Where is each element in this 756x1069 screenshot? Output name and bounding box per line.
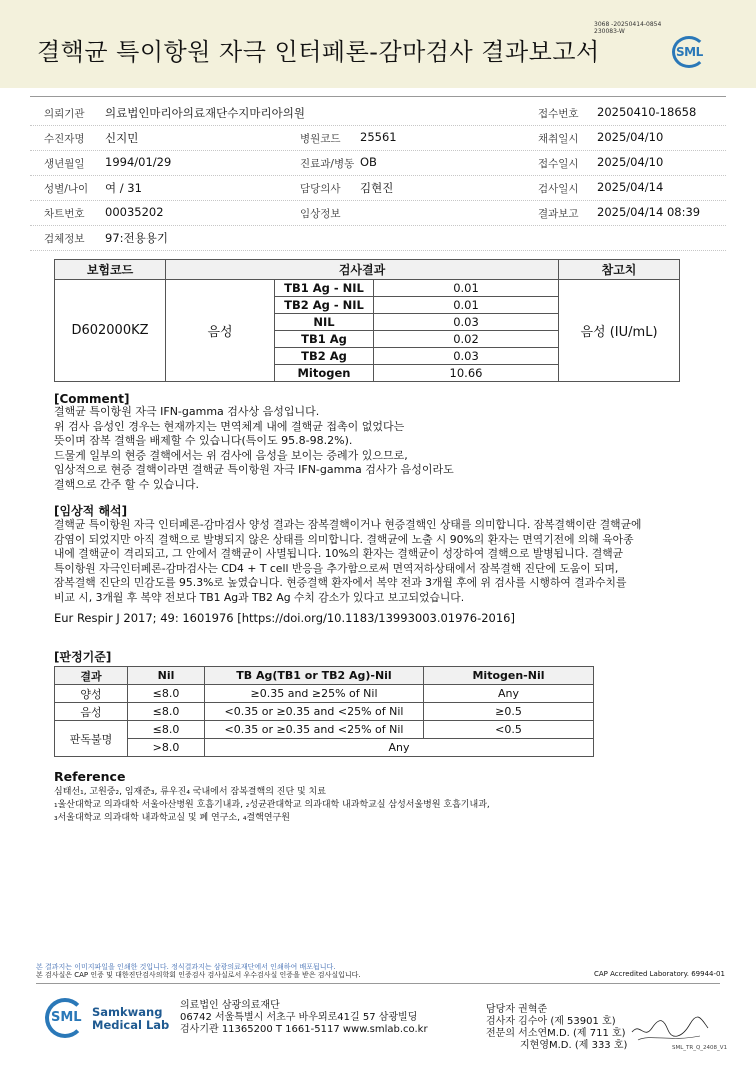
info-row-6	[30, 225, 726, 251]
interpretation-citation: Eur Respir J 2017; 49: 1601976 [https://doi.org/10.1183/13993003.01976-2016]	[54, 611, 515, 625]
criteria-cell: ≤8.0	[128, 703, 205, 721]
clinical-info-label: 임상정보	[300, 208, 341, 220]
specimen-label: 검체정보	[44, 233, 85, 245]
dept-label: 진료과/병동	[300, 158, 355, 170]
institution-value: 의료법인마리아의료재단수지마리아의원	[105, 106, 305, 120]
criteria-cell: <0.35 or ≥0.35 and <25% of Nil	[205, 703, 424, 721]
overall-result: 음성	[166, 280, 275, 382]
report-date-label: 결과보고	[538, 208, 579, 220]
staff-manager: 담당자 권혁준	[486, 1004, 548, 1015]
signature-icon	[630, 1014, 710, 1044]
reference-line-2: ₁울산대학교 의과대학 서울아산병원 호흡기내과, ₂성균관대학교 의과대학 내과학교실 삼성서울병원 호흡기내과,	[54, 800, 490, 810]
footer-logo-text: SML	[51, 1010, 82, 1025]
info-top-divider	[30, 96, 726, 97]
info-row-5	[30, 200, 726, 226]
criteria-negative-label: 음성	[55, 703, 128, 721]
interpretation-text: 결핵균 특이항원 자극 인터페론-감마검사 양성 결과는 잠복결핵이거나 현증결핵인 상태를 의미합니다. 잠복결핵이란 결핵균에 감염이 되었지만 아직 결핵으로 발병되지 않은 상태를 의미합니다. 결핵균에 노출 시 90%의 환자는 면역기전에 의해 육아종 내에 결핵균이 격리되고, 그 안에서 결핵균이 사멸됩니다. 10%의 환자는 결핵균이 성장하여 결핵으로 발병됩니다. 결핵균 특이항원 자극인터페론-감마검사는 CD4 + T cell 반응을 추가함으로써 면역저하상태에서 잠복결핵 진단에 도움이 되며, 잠복결핵 진단의 민감도를 95.3%로 높였습니다. 현증결핵 환자에서 복약 전과 3개월 후에 위 검사를 시행하여 결과수치를 비교 시, 3개월 후 복약 전보다 TB1 Ag과 TB2 Ag 수치 감소가 있다고 보고되었습니다.	[54, 518, 642, 604]
staff-specialist-1: 전문의 서소연M.D. (제 711 호)	[486, 1028, 626, 1039]
footer-sml-logo	[45, 998, 87, 1040]
criteria-cell: Any	[424, 685, 594, 703]
sex-age-label: 성별/나이	[44, 183, 89, 195]
criteria-indeterminate-label: 판독불명	[55, 721, 128, 757]
comment-title: [Comment]	[54, 392, 130, 406]
dept-value: OB	[360, 155, 377, 169]
institution-label: 의뢰기관	[44, 108, 85, 120]
table-row	[55, 739, 594, 757]
table-row	[55, 703, 594, 721]
result-item-value: 10.66	[374, 365, 559, 382]
col-code-header: 보험코드	[55, 260, 166, 280]
test-date-value: 2025/04/14	[597, 180, 664, 194]
report-id: 3068 -20250414-0854 230083-W	[594, 21, 662, 35]
result-item-value: 0.01	[374, 297, 559, 314]
cap-accreditation: CAP Accredited Laboratory. 69944-01	[594, 970, 725, 978]
sex-age-value: 여 / 31	[105, 181, 142, 195]
criteria-header	[55, 667, 594, 685]
result-item-name: NIL	[275, 314, 374, 331]
company-line-2: 06742 서울특별시 서초구 바우뫼로41길 57 삼광빌딩	[180, 1012, 418, 1023]
reference-title: Reference	[54, 769, 126, 784]
result-item-name: TB1 Ag - NIL	[275, 280, 374, 297]
receipt-no-label: 접수번호	[538, 108, 579, 120]
criteria-col-tb: TB Ag(TB1 or TB2 Ag)-Nil	[205, 667, 424, 685]
info-row-4	[30, 175, 726, 201]
insurance-code: D602000KZ	[55, 280, 166, 382]
reference-line-3: ₃서울대학교 의과대학 내과학교실 및 폐 연구소, ₄결핵연구원	[54, 813, 290, 823]
staff-specialist-2: 지현영M.D. (제 333 호)	[520, 1040, 628, 1051]
report-date-value: 2025/04/14 08:39	[597, 205, 701, 219]
reference-line-1: 심태선₁, 고원중₂, 임재준₃, 류우진₄ 국내에서 잠복결핵의 진단 및 치료	[54, 787, 326, 797]
specimen-value: 97:전용용기	[105, 231, 168, 245]
footer-print-note: 본 결과지는 이미지파일을 인쇄한 것입니다. 정식결과지는 삼광의료재단에서 인쇄하여 배포됩니다.	[36, 963, 336, 971]
doctor-value: 김현진	[360, 181, 394, 195]
criteria-cell: <0.5	[424, 721, 594, 739]
interpretation-title: [임상적 해석]	[54, 504, 128, 518]
result-item-value: 0.01	[374, 280, 559, 297]
criteria-positive-label: 양성	[55, 685, 128, 703]
test-date-label: 검사일시	[538, 183, 579, 195]
criteria-col-mitogen: Mitogen-Nil	[424, 667, 594, 685]
result-item-name: Mitogen	[275, 365, 374, 382]
receipt-date-value: 2025/04/10	[597, 155, 664, 169]
criteria-col-result: 결과	[55, 667, 128, 685]
name-label: 수진자명	[44, 133, 85, 145]
table-row	[55, 685, 594, 703]
result-item-name: TB1 Ag	[275, 331, 374, 348]
table-row	[55, 721, 594, 739]
chart-no-value: 00035202	[105, 205, 164, 219]
collect-date-label: 채취일시	[538, 133, 579, 145]
criteria-col-nil: Nil	[128, 667, 205, 685]
criteria-cell: <0.35 or ≥0.35 and <25% of Nil	[205, 721, 424, 739]
col-ref-header: 참고치	[559, 260, 680, 280]
report-title: 결핵균 특이항원 자극 인터페론-감마검사 결과보고서	[37, 38, 600, 66]
col-result-header: 검사결과	[166, 260, 559, 280]
doctor-label: 담당의사	[300, 183, 341, 195]
birth-label: 생년월일	[44, 158, 85, 170]
criteria-table	[54, 666, 594, 757]
form-id: SML_TR_Q_2408_V1	[672, 1045, 728, 1051]
info-row-1	[30, 100, 726, 126]
result-item-name: TB2 Ag - NIL	[275, 297, 374, 314]
receipt-date-label: 접수일시	[538, 158, 579, 170]
company-name: Samkwang Medical Lab	[92, 1005, 170, 1032]
logo-text: SML	[676, 45, 703, 59]
criteria-cell: ≥0.5	[424, 703, 594, 721]
hospital-code-label: 병원코드	[300, 133, 341, 145]
result-item-value: 0.03	[374, 314, 559, 331]
sml-logo	[672, 36, 710, 68]
footer-cap-note: 본 검사실은 CAP 인증 및 대한진단검사의학회 인증검사 검사실로서 우수검사실 인증을 받은 검사실입니다.	[36, 971, 361, 979]
criteria-cell: Any	[205, 739, 594, 757]
result-item-value: 0.02	[374, 331, 559, 348]
criteria-cell: ≤8.0	[128, 685, 205, 703]
result-table-header	[55, 260, 680, 280]
result-item-value: 0.03	[374, 348, 559, 365]
staff-tester: 검사자 김수아 (제 53901 호)	[486, 1016, 616, 1027]
chart-no-label: 차트번호	[44, 208, 85, 220]
criteria-cell: >8.0	[128, 739, 205, 757]
company-line-1: 의료법인 삼광의료재단	[180, 1000, 280, 1011]
name-value: 신지민	[105, 131, 139, 145]
reference-value: 음성 (IU/mL)	[559, 280, 680, 382]
criteria-title: [판정기준]	[54, 650, 112, 664]
collect-date-value: 2025/04/10	[597, 130, 664, 144]
info-row-2	[30, 125, 726, 151]
result-table	[54, 259, 680, 382]
info-row-3	[30, 150, 726, 176]
receipt-no-value: 20250410-18658	[597, 105, 697, 119]
birth-value: 1994/01/29	[105, 155, 172, 169]
company-line-3: 검사기관 11365200 T 1661-5117 www.smlab.co.kr	[180, 1024, 428, 1035]
footer-divider	[36, 983, 720, 984]
criteria-cell: ≤8.0	[128, 721, 205, 739]
hospital-code-value: 25561	[360, 130, 397, 144]
table-row	[55, 280, 680, 297]
result-item-name: TB2 Ag	[275, 348, 374, 365]
criteria-cell: ≥0.35 and ≥25% of Nil	[205, 685, 424, 703]
comment-text: 결핵균 특이항원 자극 IFN-gamma 검사상 음성입니다. 위 검사 음성인 경우는 현재까지는 면역체계 내에 결핵균 접촉이 없었다는 뜻이며 잠복 결핵을 배제할 수 있습니다(특이도 95.8-98.2%). 드물게 일부의 현증 결핵에서는 위 검사에 음성을 보이는 증례가 있으므로, 임상적으로 현증 결핵이라면 결핵균 특이항원 자극 IFN-gamma 검사가 음성이라도 결핵으로 간주 할 수 있습니다.	[54, 405, 454, 491]
